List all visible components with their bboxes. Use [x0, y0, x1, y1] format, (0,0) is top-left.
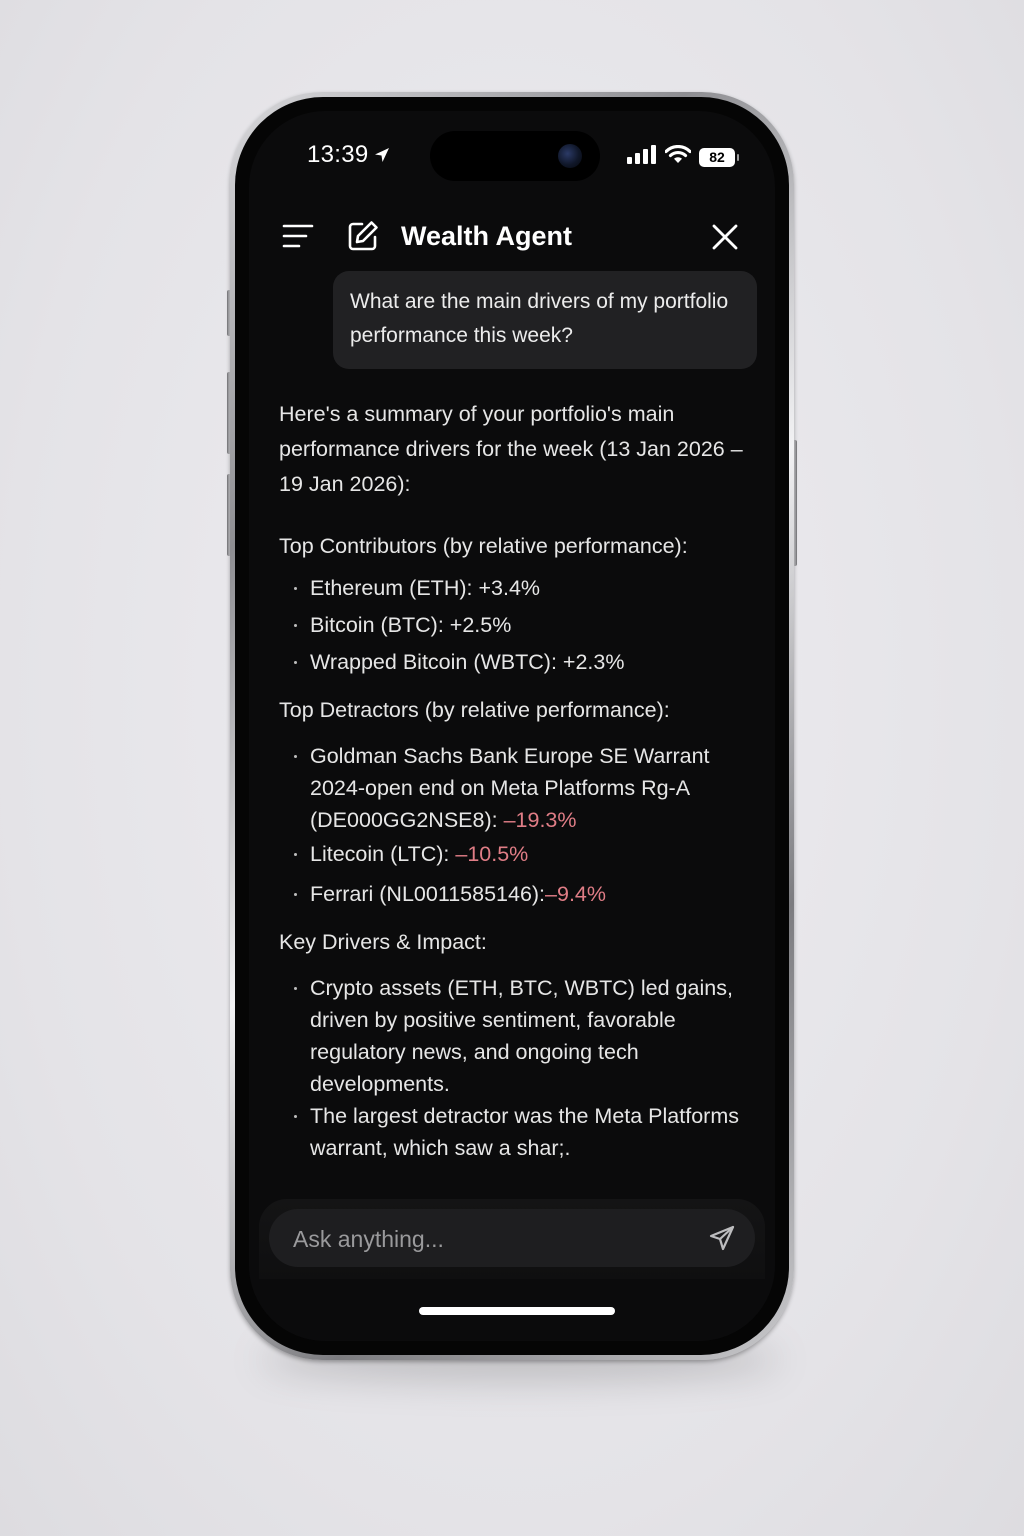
dynamic-island [430, 131, 600, 181]
contributor-value: +2.3% [562, 650, 625, 674]
status-time-text: 13:39 [307, 141, 369, 168]
battery-icon [699, 148, 735, 167]
home-indicator[interactable] [419, 1307, 615, 1315]
contributors-list [279, 572, 754, 678]
phone-bezel [235, 97, 789, 1355]
contributor-label: Wrapped Bitcoin (WBTC): [310, 650, 563, 674]
wifi-icon [665, 145, 691, 169]
detractor-label: Ferrari (NL0011585146): [310, 882, 546, 906]
contributor-label: Ethereum (ETH): [310, 576, 479, 600]
status-time [307, 141, 391, 171]
list-item: Crypto assets (ETH, BTC, WBTC) led gains, driven by positive sentiment, favorable regulatory news, and ongoing tech developments. [310, 972, 754, 1100]
contributor-label: Bitcoin (BTC): [310, 613, 450, 637]
new-chat-icon[interactable] [346, 219, 380, 258]
detractors-title: Top Detractors (by relative performance): [279, 698, 670, 722]
signal-icon [627, 145, 657, 169]
assistant-intro: Here's a summary of your portfolio's main performance drivers for the week (13 Jan 2026 – 19 Jan 2026): [279, 402, 743, 496]
list-item [310, 838, 754, 870]
menu-icon[interactable] [282, 223, 314, 254]
drivers-title: Key Drivers & Impact: [279, 930, 487, 954]
location-arrow-icon [373, 143, 391, 171]
composer-area [249, 1199, 775, 1341]
status-indicators [627, 145, 735, 169]
contributors-title: Top Contributors (by relative performance): [279, 534, 688, 558]
send-icon[interactable] [709, 1225, 735, 1256]
list-item [310, 740, 754, 836]
camera-icon [558, 144, 582, 168]
detractor-label: Litecoin (LTC): [310, 842, 456, 866]
drivers-list [279, 972, 754, 1164]
detractor-value: –19.3% [503, 808, 577, 832]
user-message-text: What are the main drivers of my portfolio performance this week? [350, 290, 729, 347]
user-message-bubble [333, 271, 757, 369]
assistant-message [279, 397, 754, 1180]
contributor-value: +2.5% [449, 613, 512, 637]
battery-level: 82 [709, 149, 725, 165]
detractors-list [279, 740, 754, 910]
close-icon[interactable] [711, 223, 739, 256]
list-item [310, 609, 754, 641]
list-item: The largest detractor was the Meta Platforms warrant, which saw a shar;. [310, 1100, 754, 1164]
detractor-value: –9.4% [545, 882, 606, 906]
app-title: Wealth Agent [401, 221, 573, 251]
list-item [310, 878, 754, 910]
contributor-value: +3.4% [478, 576, 541, 600]
screen [249, 111, 775, 1341]
phone-frame [230, 92, 794, 1360]
ask-input[interactable] [291, 1209, 695, 1269]
composer [269, 1209, 755, 1267]
app-header [249, 213, 775, 261]
detractor-value: –10.5% [455, 842, 529, 866]
list-item [310, 646, 754, 678]
detractor-label: Goldman Sachs Bank Europe SE Warrant 2024-open end on Meta Platforms Rg-A (DE000GG2NSE8): [310, 744, 710, 832]
list-item [310, 572, 754, 604]
